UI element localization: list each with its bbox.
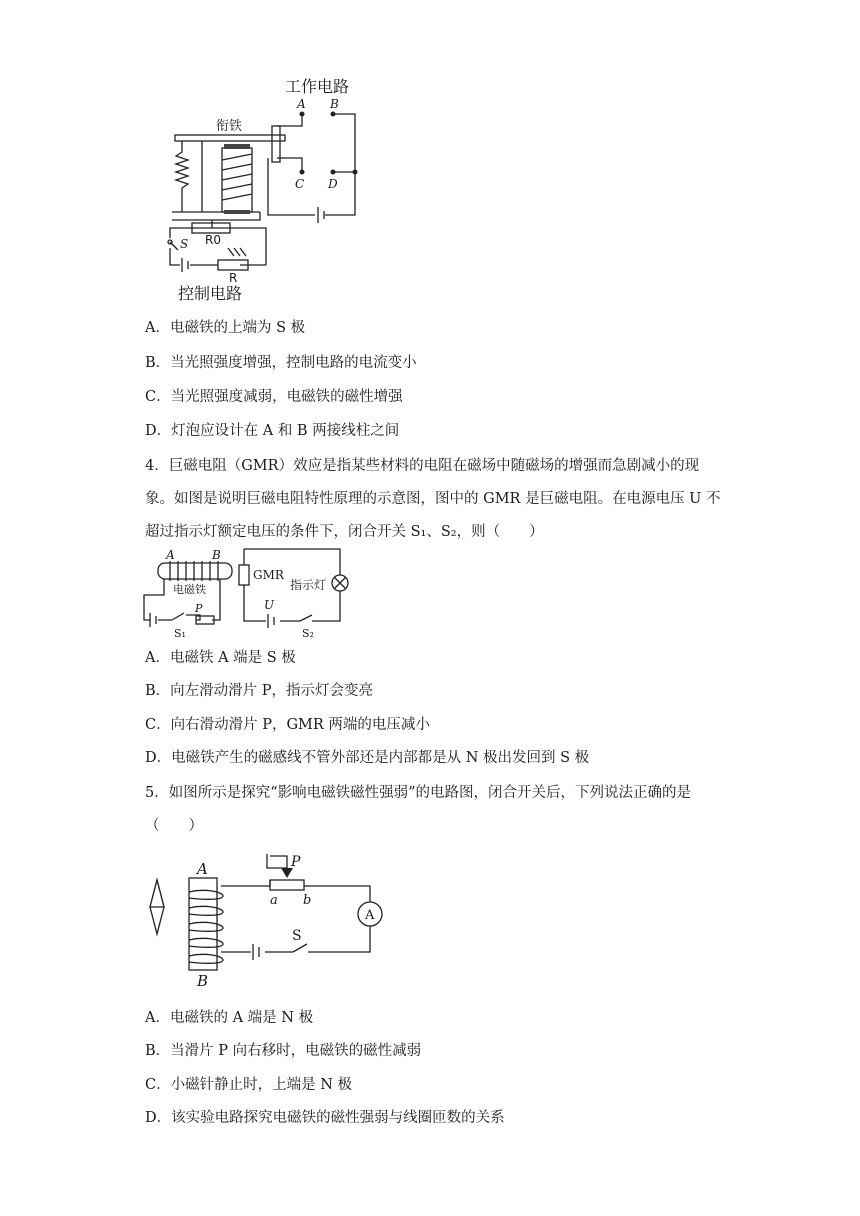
s2-switch bbox=[300, 615, 312, 621]
q5-option-a: A．电磁铁的 A 端是 N 极 bbox=[145, 1010, 314, 1026]
terminal-d-label: D bbox=[328, 177, 338, 191]
ammeter-label: A bbox=[365, 908, 375, 923]
q5-stem-line2: （ ） bbox=[145, 818, 203, 834]
q5-stem-line1: 5．如图所示是探究“影响电磁铁磁性强弱”的电路图，闭合开关后，下列说法正确的是 bbox=[145, 785, 692, 801]
electromagnet-label: 电磁铁 bbox=[173, 583, 206, 596]
s2-label: S₂ bbox=[302, 627, 314, 640]
armature-label: 衔铁 bbox=[216, 119, 243, 134]
switch-s-label: S bbox=[180, 237, 189, 251]
relay-frame bbox=[172, 141, 260, 220]
coil-b-end-label: B bbox=[197, 972, 209, 990]
coil-a-end-label: A bbox=[197, 860, 208, 878]
gmr-b-label: B bbox=[212, 548, 221, 562]
coil-cap-top bbox=[224, 144, 250, 149]
gmr-u-label: U bbox=[264, 598, 275, 612]
b-label: b bbox=[303, 893, 312, 908]
switch-blade bbox=[170, 242, 178, 250]
coil-winding bbox=[189, 890, 223, 963]
q5-option-d: D．该实验电路探究电磁铁的磁性强弱与线圈匝数的关系 bbox=[145, 1110, 505, 1126]
control-circuit-label: 控制电路 bbox=[178, 284, 243, 303]
q4-option-c: C．向右滑动滑片 P，GMR 两端的电压减小 bbox=[145, 717, 430, 733]
q3-option-c: C．当光照强度减弱，电磁铁的磁性增强 bbox=[145, 389, 403, 405]
coil-winding bbox=[222, 154, 252, 200]
a-label: a bbox=[270, 893, 278, 908]
terminal-c-label: C bbox=[295, 177, 305, 191]
electromagnet-coil bbox=[170, 561, 218, 581]
q4-option-a: A．电磁铁 A 端是 S 极 bbox=[145, 650, 296, 666]
r0-label: R0 bbox=[205, 233, 221, 247]
p-label: P bbox=[291, 854, 301, 870]
q4-option-b: B．向左滑动滑片 P，指示灯会变亮 bbox=[145, 683, 374, 699]
working-circuit-wires bbox=[268, 114, 355, 215]
q3-option-a: A．电磁铁的上端为 S 极 bbox=[145, 320, 306, 336]
terminal-a-label: A bbox=[297, 97, 306, 111]
s1-switch bbox=[172, 613, 184, 620]
q4-option-d: D．电磁铁产生的磁感线不管外部还是内部都是从 N 极出发回到 S 极 bbox=[145, 750, 590, 766]
electromagnet-core bbox=[158, 563, 232, 579]
s-switch bbox=[293, 944, 307, 952]
relay-circuit-figure bbox=[140, 70, 380, 310]
s-label: S bbox=[292, 928, 302, 944]
q5-option-b: B．当滑片 P 向右移时，电磁铁的磁性减弱 bbox=[145, 1043, 422, 1059]
q3-option-d: D．灯泡应设计在 A 和 B 两接线柱之间 bbox=[145, 423, 400, 439]
gmr-a-label: A bbox=[166, 548, 175, 562]
compass-needle-top bbox=[150, 880, 164, 907]
terminal-b-label: B bbox=[330, 97, 339, 111]
slide-rheostat bbox=[270, 880, 304, 890]
spring-icon bbox=[176, 141, 188, 212]
gmr-resistor bbox=[239, 565, 249, 585]
armature-bar bbox=[175, 135, 285, 141]
working-circuit-label: 工作电路 bbox=[285, 77, 350, 96]
r-label: R bbox=[229, 271, 238, 285]
indicator-lamp-label: 指示灯 bbox=[290, 578, 327, 592]
gmr-circuit-figure bbox=[140, 545, 355, 640]
electromagnet-circuit-figure bbox=[145, 852, 390, 992]
q3-option-b: B．当光照强度增强，控制电路的电流变小 bbox=[145, 355, 417, 371]
lamp-cross bbox=[334, 577, 346, 589]
gmr-p-label: P bbox=[195, 602, 203, 615]
contact-block bbox=[272, 126, 280, 162]
coil-cap-bottom bbox=[224, 210, 250, 214]
q4-stem: 4．巨磁电阻（GMR）效应是指某些材料的电阻在磁场中随磁场的增强而急剧减小的现象。如图是说明巨磁电阻特性原理的示意图，图中的 GMR 是巨磁电阻。在电源电压 U 不超过指示灯额定电压的条件下，闭合开关 S₁、S₂，则（ ） bbox=[145, 458, 721, 540]
light-arrows-icon bbox=[228, 248, 246, 256]
gmr-label: GMR bbox=[253, 568, 284, 582]
s1-label: S₁ bbox=[174, 627, 186, 640]
q5-option-c: C．小磁针静止时，上端是 N 极 bbox=[145, 1077, 352, 1093]
coil-core bbox=[189, 878, 217, 970]
